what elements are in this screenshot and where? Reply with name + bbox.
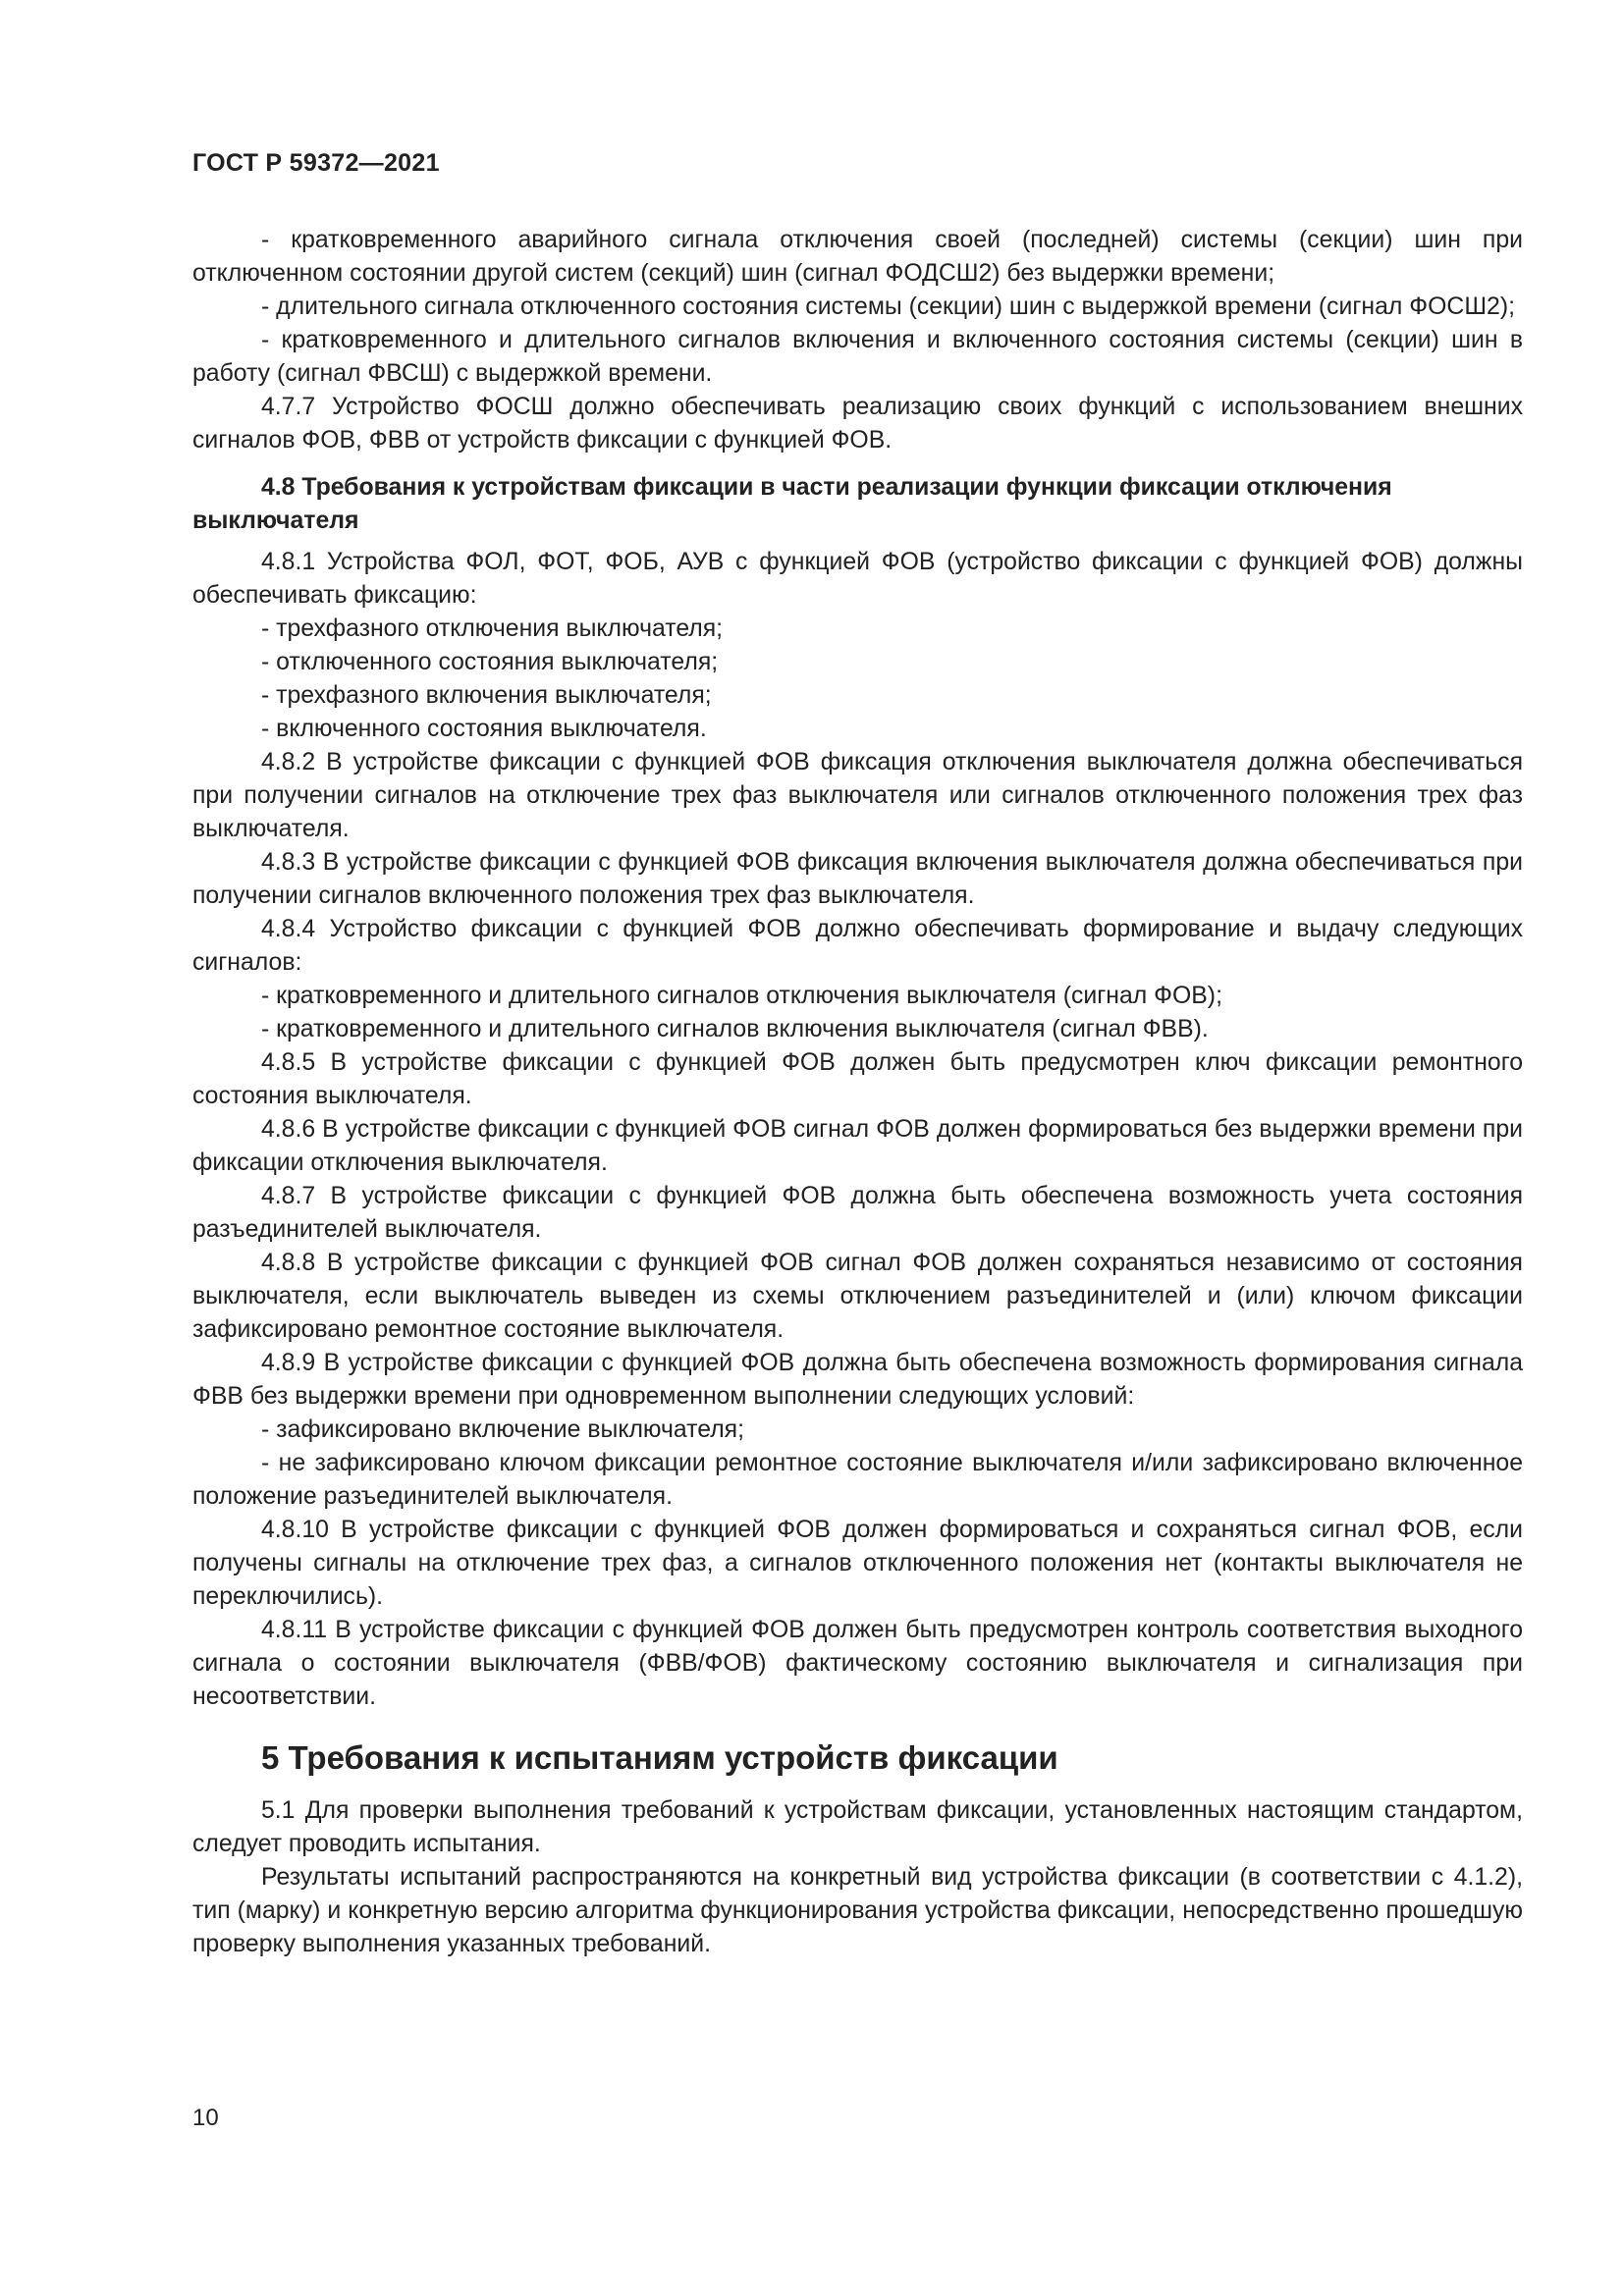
list-item: - включенного состояния выключателя. [261, 716, 707, 742]
paragraph: 4.8.7 В устройстве фиксации с функцией ФОВ должна быть обеспечена возможность учета состояния разъединителей выключателя. [192, 1183, 1523, 1243]
list-item: - трехфазного отключения выключателя; [261, 615, 724, 642]
document-body [192, 224, 1523, 1961]
paragraph: 5.1 Для проверки выполнения требований к устройствам фиксации, установленных настоящим стандартом, следует проводить испытания. [192, 1797, 1523, 1857]
subsection-heading: 4.8 Требования к устройствам фиксации в части реализации функции фиксации отключения выключателя [192, 474, 1392, 534]
paragraph: 4.8.1 Устройства ФОЛ, ФОТ, ФОБ, АУВ с функцией ФОВ (устройство фиксации с функцией ФОВ) должны обеспечивать фиксацию: [192, 549, 1523, 609]
paragraph: 4.8.8 В устройстве фиксации с функцией ФОВ сигнал ФОВ должен сохраняться независимо от состояния выключателя, если выключатель выведен из схемы отключением разъединителей и (или) ключом фиксации зафиксировано ремонтное состояние выключателя. [192, 1250, 1523, 1343]
paragraph: 4.8.4 Устройство фиксации с функцией ФОВ должно обеспечивать формирование и выдачу следующих сигналов: [192, 916, 1523, 976]
list-item: - не зафиксировано ключом фиксации ремонтное состояние выключателя и/или зафиксировано включенное положение разъединителей выключателя. [192, 1450, 1523, 1510]
list-item: - трехфазного включения выключателя; [261, 682, 712, 709]
paragraph: 4.8.9 В устройстве фиксации с функцией ФОВ должна быть обеспечена возможность формирования сигнала ФВВ без выдержки времени при одновременном выполнении следующих условий: [192, 1350, 1523, 1410]
list-item: - отключенного состояния выключателя; [261, 649, 719, 675]
list-item: - зафиксировано включение выключателя; [261, 1416, 744, 1443]
paragraph: 4.8.3 В устройстве фиксации с функцией ФОВ фиксация включения выключателя должна обеспечиваться при получении сигналов включенного положения трех фаз выключателя. [192, 849, 1523, 909]
list-item: - кратковременного аварийного сигнала отключения своей (последней) системы (секции) шин при отключенном состоянии другой систем (секций) шин (сигнал ФОДСШ2) без выдержки времени; [192, 227, 1523, 287]
paragraph: 4.8.6 В устройстве фиксации с функцией ФОВ сигнал ФОВ должен формироваться без выдержки времени при фиксации отключения выключателя. [192, 1116, 1523, 1176]
section-heading: 5 Требования к испытаниям устройств фиксации [261, 1739, 1058, 1776]
paragraph: Результаты испытаний распространяются на конкретный вид устройства фиксации (в соответствии с 4.1.2), тип (марку) и конкретную версию алгоритма функционирования устройства фиксации, непосредственно прошедшую проверку выполнения указанных требований. [192, 1864, 1523, 1957]
paragraph: 4.8.5 В устройстве фиксации с функцией ФОВ должен быть предусмотрен ключ фиксации ремонтного состояния выключателя. [192, 1049, 1523, 1109]
page-number: 10 [192, 2105, 219, 2131]
paragraph: 4.8.10 В устройстве фиксации с функцией ФОВ должен формироваться и сохраняться сигнал ФОВ, если получены сигналы на отключение трех фаз, а сигналов отключенного положения нет (контакты выключателя не переключились). [192, 1517, 1523, 1610]
paragraph: 4.7.7 Устройство ФОСШ должно обеспечивать реализацию своих функций с использованием внешних сигналов ФОВ, ФВВ от устройств фиксации с функцией ФОВ. [192, 394, 1523, 454]
list-item: - кратковременного и длительного сигналов отключения выключателя (сигнал ФОВ); [261, 983, 1222, 1009]
paragraph: 4.8.11 В устройстве фиксации с функцией ФОВ должен быть предусмотрен контроль соответствия выходного сигнала о состоянии выключателя (ФВВ/ФОВ) фактическому состоянию выключателя и сигнализация при несоответствии. [192, 1617, 1523, 1710]
list-item: - кратковременного и длительного сигналов включения выключателя (сигнал ФВВ). [261, 1016, 1209, 1042]
document-header: ГОСТ Р 59372—2021 [192, 149, 440, 177]
paragraph: 4.8.2 В устройстве фиксации с функцией ФОВ фиксация отключения выключателя должна обеспечиваться при получении сигналов на отключение трех фаз выключателя или сигналов отключенного положения трех фаз выключателя. [192, 749, 1523, 842]
list-item: - длительного сигнала отключенного состояния системы (секции) шин с выдержкой времени (сигнал ФОСШ2); [261, 294, 1515, 320]
list-item: - кратковременного и длительного сигналов включения и включенного состояния системы (секции) шин в работу (сигнал ФВСШ) с выдержкой времени. [192, 327, 1523, 387]
